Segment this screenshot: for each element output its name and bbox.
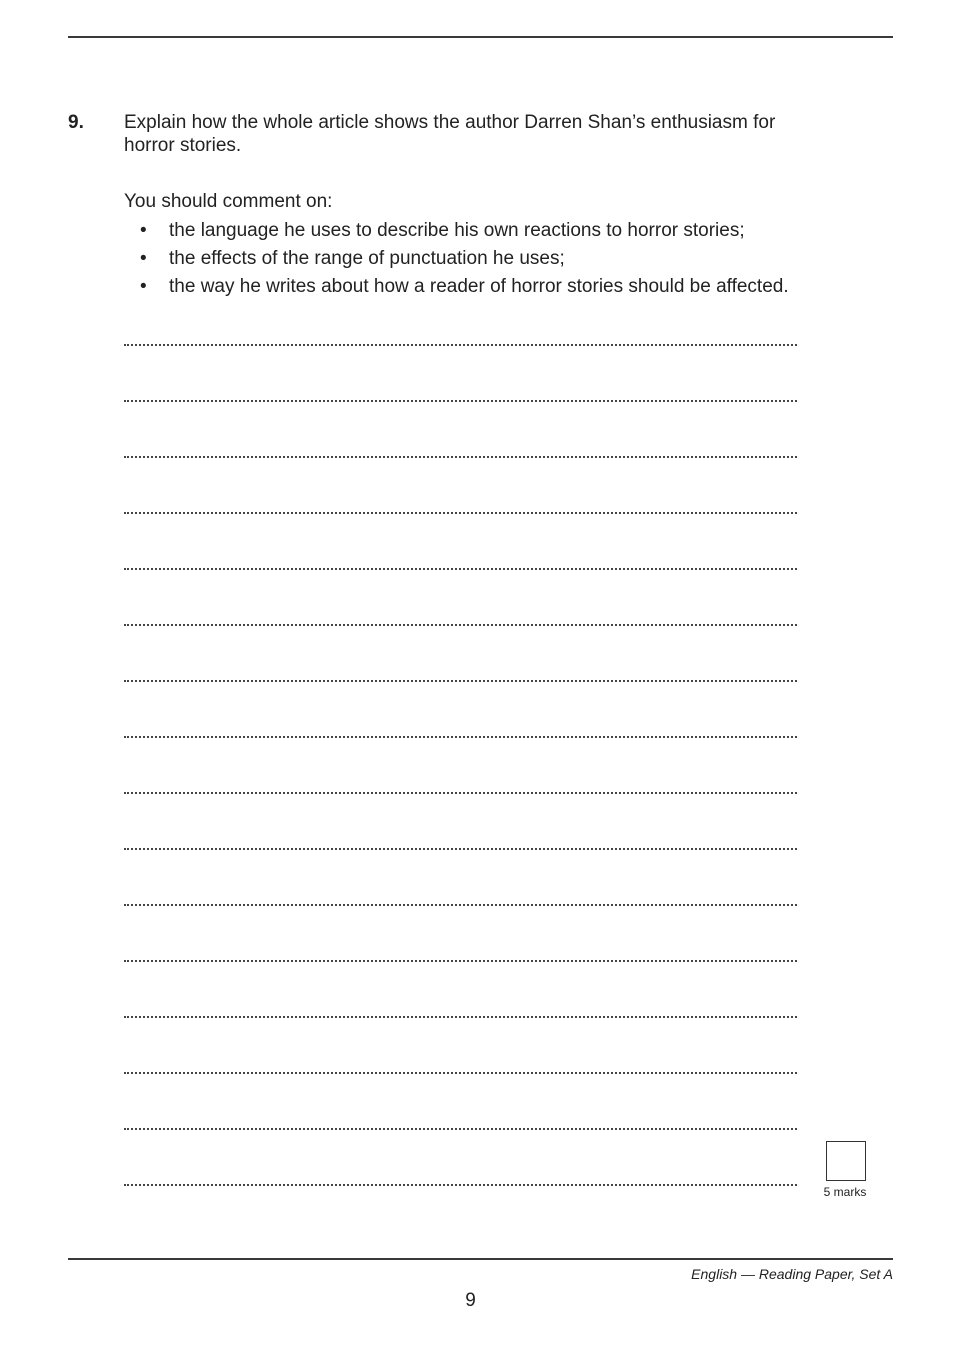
answer-line[interactable]: [124, 834, 797, 890]
bullet-icon: •: [140, 248, 147, 269]
answer-line[interactable]: [124, 498, 797, 554]
footer-title: English — Reading Paper, Set A: [691, 1266, 893, 1282]
bullet-list: [124, 217, 789, 301]
bullet-text: the language he uses to describe his own reactions to horror stories;: [169, 220, 745, 241]
bullet-text: the effects of the range of punctuation he uses;: [169, 248, 565, 269]
answer-line[interactable]: [124, 330, 797, 386]
answer-line[interactable]: [124, 386, 797, 442]
answer-line[interactable]: [124, 554, 797, 610]
bullet-item: [124, 245, 789, 273]
answer-line[interactable]: [124, 610, 797, 666]
answer-line[interactable]: [124, 890, 797, 946]
marks-box[interactable]: [826, 1141, 866, 1181]
answer-line[interactable]: [124, 1002, 797, 1058]
answer-area[interactable]: [124, 330, 797, 1226]
question-text: Explain how the whole article shows the author Darren Shan’s enthusiasm for horror stories.: [124, 112, 776, 156]
answer-line[interactable]: [124, 442, 797, 498]
question-intro: You should comment on:: [124, 191, 333, 212]
answer-line[interactable]: [124, 722, 797, 778]
question-number: 9.: [68, 112, 84, 133]
answer-line[interactable]: [124, 1058, 797, 1114]
top-rule: [68, 36, 893, 38]
bullet-icon: •: [140, 276, 147, 297]
answer-line[interactable]: [124, 778, 797, 834]
marks-label: 5 marks: [823, 1185, 867, 1199]
answer-line[interactable]: [124, 1114, 797, 1170]
bullet-text: the way he writes about how a reader of horror stories should be affected.: [169, 276, 789, 297]
answer-line[interactable]: [124, 946, 797, 1002]
bullet-item: [124, 273, 789, 301]
bullet-item: [124, 217, 789, 245]
bullet-icon: •: [140, 220, 147, 241]
bottom-rule: [68, 1258, 893, 1260]
answer-line[interactable]: [124, 666, 797, 722]
page-number: 9: [465, 1290, 476, 1311]
answer-line[interactable]: [124, 1170, 797, 1226]
